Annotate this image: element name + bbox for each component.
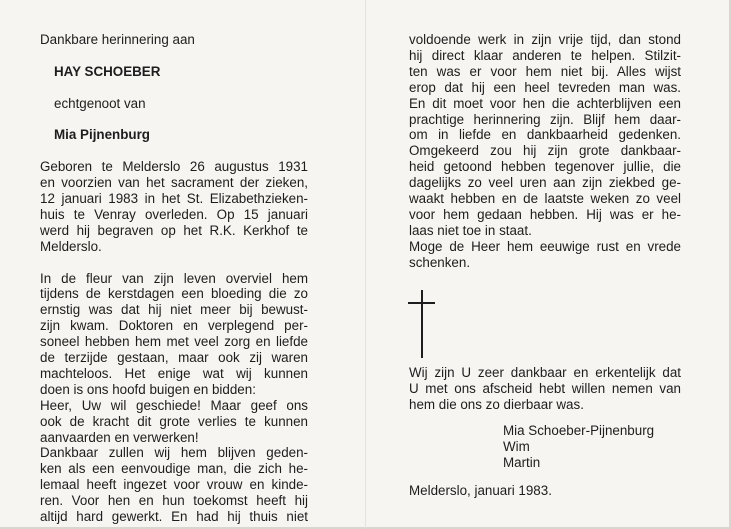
text-line: huis te Venray overleden. Op 15 januari bbox=[40, 206, 308, 222]
text-line: voor hem gedaan hebben. Hij was er he- bbox=[409, 206, 681, 222]
memorial-paragraph bbox=[40, 271, 308, 526]
text-line: voldoende werk in zijn vrije tijd, dan stond bbox=[409, 32, 681, 47]
text-line: machteloos. Het enige wat wij kunnen bbox=[40, 365, 308, 381]
text-line: En dit moet voor hen die achterblijven een bbox=[409, 95, 681, 111]
text-line: dagelijks zo veel uren aan zijn ziekbed ge- bbox=[409, 175, 681, 191]
text-line: 12 januari 1983 in het St. Elizabethzieken- bbox=[40, 191, 308, 206]
text-line: prachtige herinnering zijn. Blijf hem daar- bbox=[409, 111, 681, 127]
text-line: ernstig was dat hij niet meer bij bewust- bbox=[40, 302, 308, 318]
place-date: Melderslo, januari 1983. bbox=[409, 483, 552, 498]
text-line: Geboren te Melderslo 26 augustus 1931 bbox=[40, 159, 308, 175]
text-line: Melderslo. bbox=[40, 238, 102, 254]
text-line: In de fleur van zijn leven overviel hem bbox=[40, 270, 308, 286]
text-line: ten was er voor hem niet bij. Alles wijst bbox=[409, 63, 681, 79]
text-line: laas niet toe in staat. bbox=[409, 222, 532, 238]
text-line: Heer, Uw wil geschiede! Maar geef ons bbox=[40, 397, 308, 413]
signatures bbox=[503, 423, 654, 471]
text-line: Moge de Heer hem eeuwige rust en vrede bbox=[409, 238, 681, 254]
text-line: zijn kwam. Doktoren en verplegend per- bbox=[40, 318, 308, 334]
text-line: ken als een eenvoudige man, die zich he- bbox=[40, 461, 308, 477]
text-line: hem die ons zo dierbaar was. bbox=[409, 396, 584, 412]
text-line: werd hij begraven op het R.K. Kerkhof te bbox=[40, 222, 308, 238]
right-page bbox=[409, 32, 681, 271]
text-line: om in liefde en dankbaarheid gedenken. bbox=[409, 127, 681, 143]
text-line: schenken. bbox=[409, 254, 471, 270]
cross-icon bbox=[406, 290, 436, 358]
text-line: de terzijde gestaan, maar ook zij waren bbox=[40, 350, 308, 366]
deceased-name: HAY SCHOEBER bbox=[54, 63, 161, 79]
text-line: altijd hard gewerkt. En had hij thuis niet bbox=[40, 509, 308, 525]
text-line: doen is ons hoofd buigen en bidden: bbox=[40, 381, 256, 397]
relation-text: echtgenoot van bbox=[54, 95, 146, 111]
spouse-name: Mia Pijnenburg bbox=[54, 127, 150, 143]
text-line: U met ons afscheid hebt willen nemen van bbox=[409, 380, 681, 396]
text-line: heid getoond hebben tegenover jullie, die bbox=[409, 159, 681, 175]
text-line: lemaal heeft ingezet voor vrouw en kinde- bbox=[40, 477, 308, 493]
intro-text: Dankbare herinnering aan bbox=[40, 32, 195, 47]
text-line: erop dat hij een heel tevreden man was. bbox=[409, 79, 681, 95]
text-line: hij direct klaar anderen te helpen. Stilzit- bbox=[409, 47, 681, 63]
text-line: Dankbaar zullen wij hem blijven geden- bbox=[40, 445, 308, 461]
signature-name: Martin bbox=[503, 454, 541, 470]
text-line: en voorzien van het sacrament der zieken, bbox=[40, 175, 308, 191]
text-line: Wij zijn U zeer dankbaar en erkentelijk dat bbox=[409, 365, 681, 380]
text-line: soneel hebben hem met veel zorg en liefde bbox=[40, 334, 308, 350]
fold-line bbox=[365, 0, 366, 529]
text-line: ren. Voor hen en hun toekomst heeft hij bbox=[40, 493, 308, 509]
thanks-paragraph bbox=[409, 365, 681, 413]
text-line: tijdens de kerstdagen een bloeding die zo bbox=[40, 286, 308, 302]
left-page bbox=[40, 32, 308, 525]
signature-name: Wim bbox=[503, 438, 530, 454]
biography-paragraph bbox=[40, 159, 308, 254]
signature-name: Mia Schoeber-Pijnenburg bbox=[503, 423, 655, 438]
continuation-paragraph bbox=[409, 32, 681, 271]
text-line: waakt hebben en de laatste weken zo veel bbox=[409, 191, 681, 207]
text-line: Omgekeerd zou hij zijn grote dankbaar- bbox=[409, 143, 681, 159]
text-line: ook de kracht dit grote verlies te kunnen bbox=[40, 413, 308, 429]
text-line: aanvaarden en verwerken! bbox=[40, 429, 199, 445]
